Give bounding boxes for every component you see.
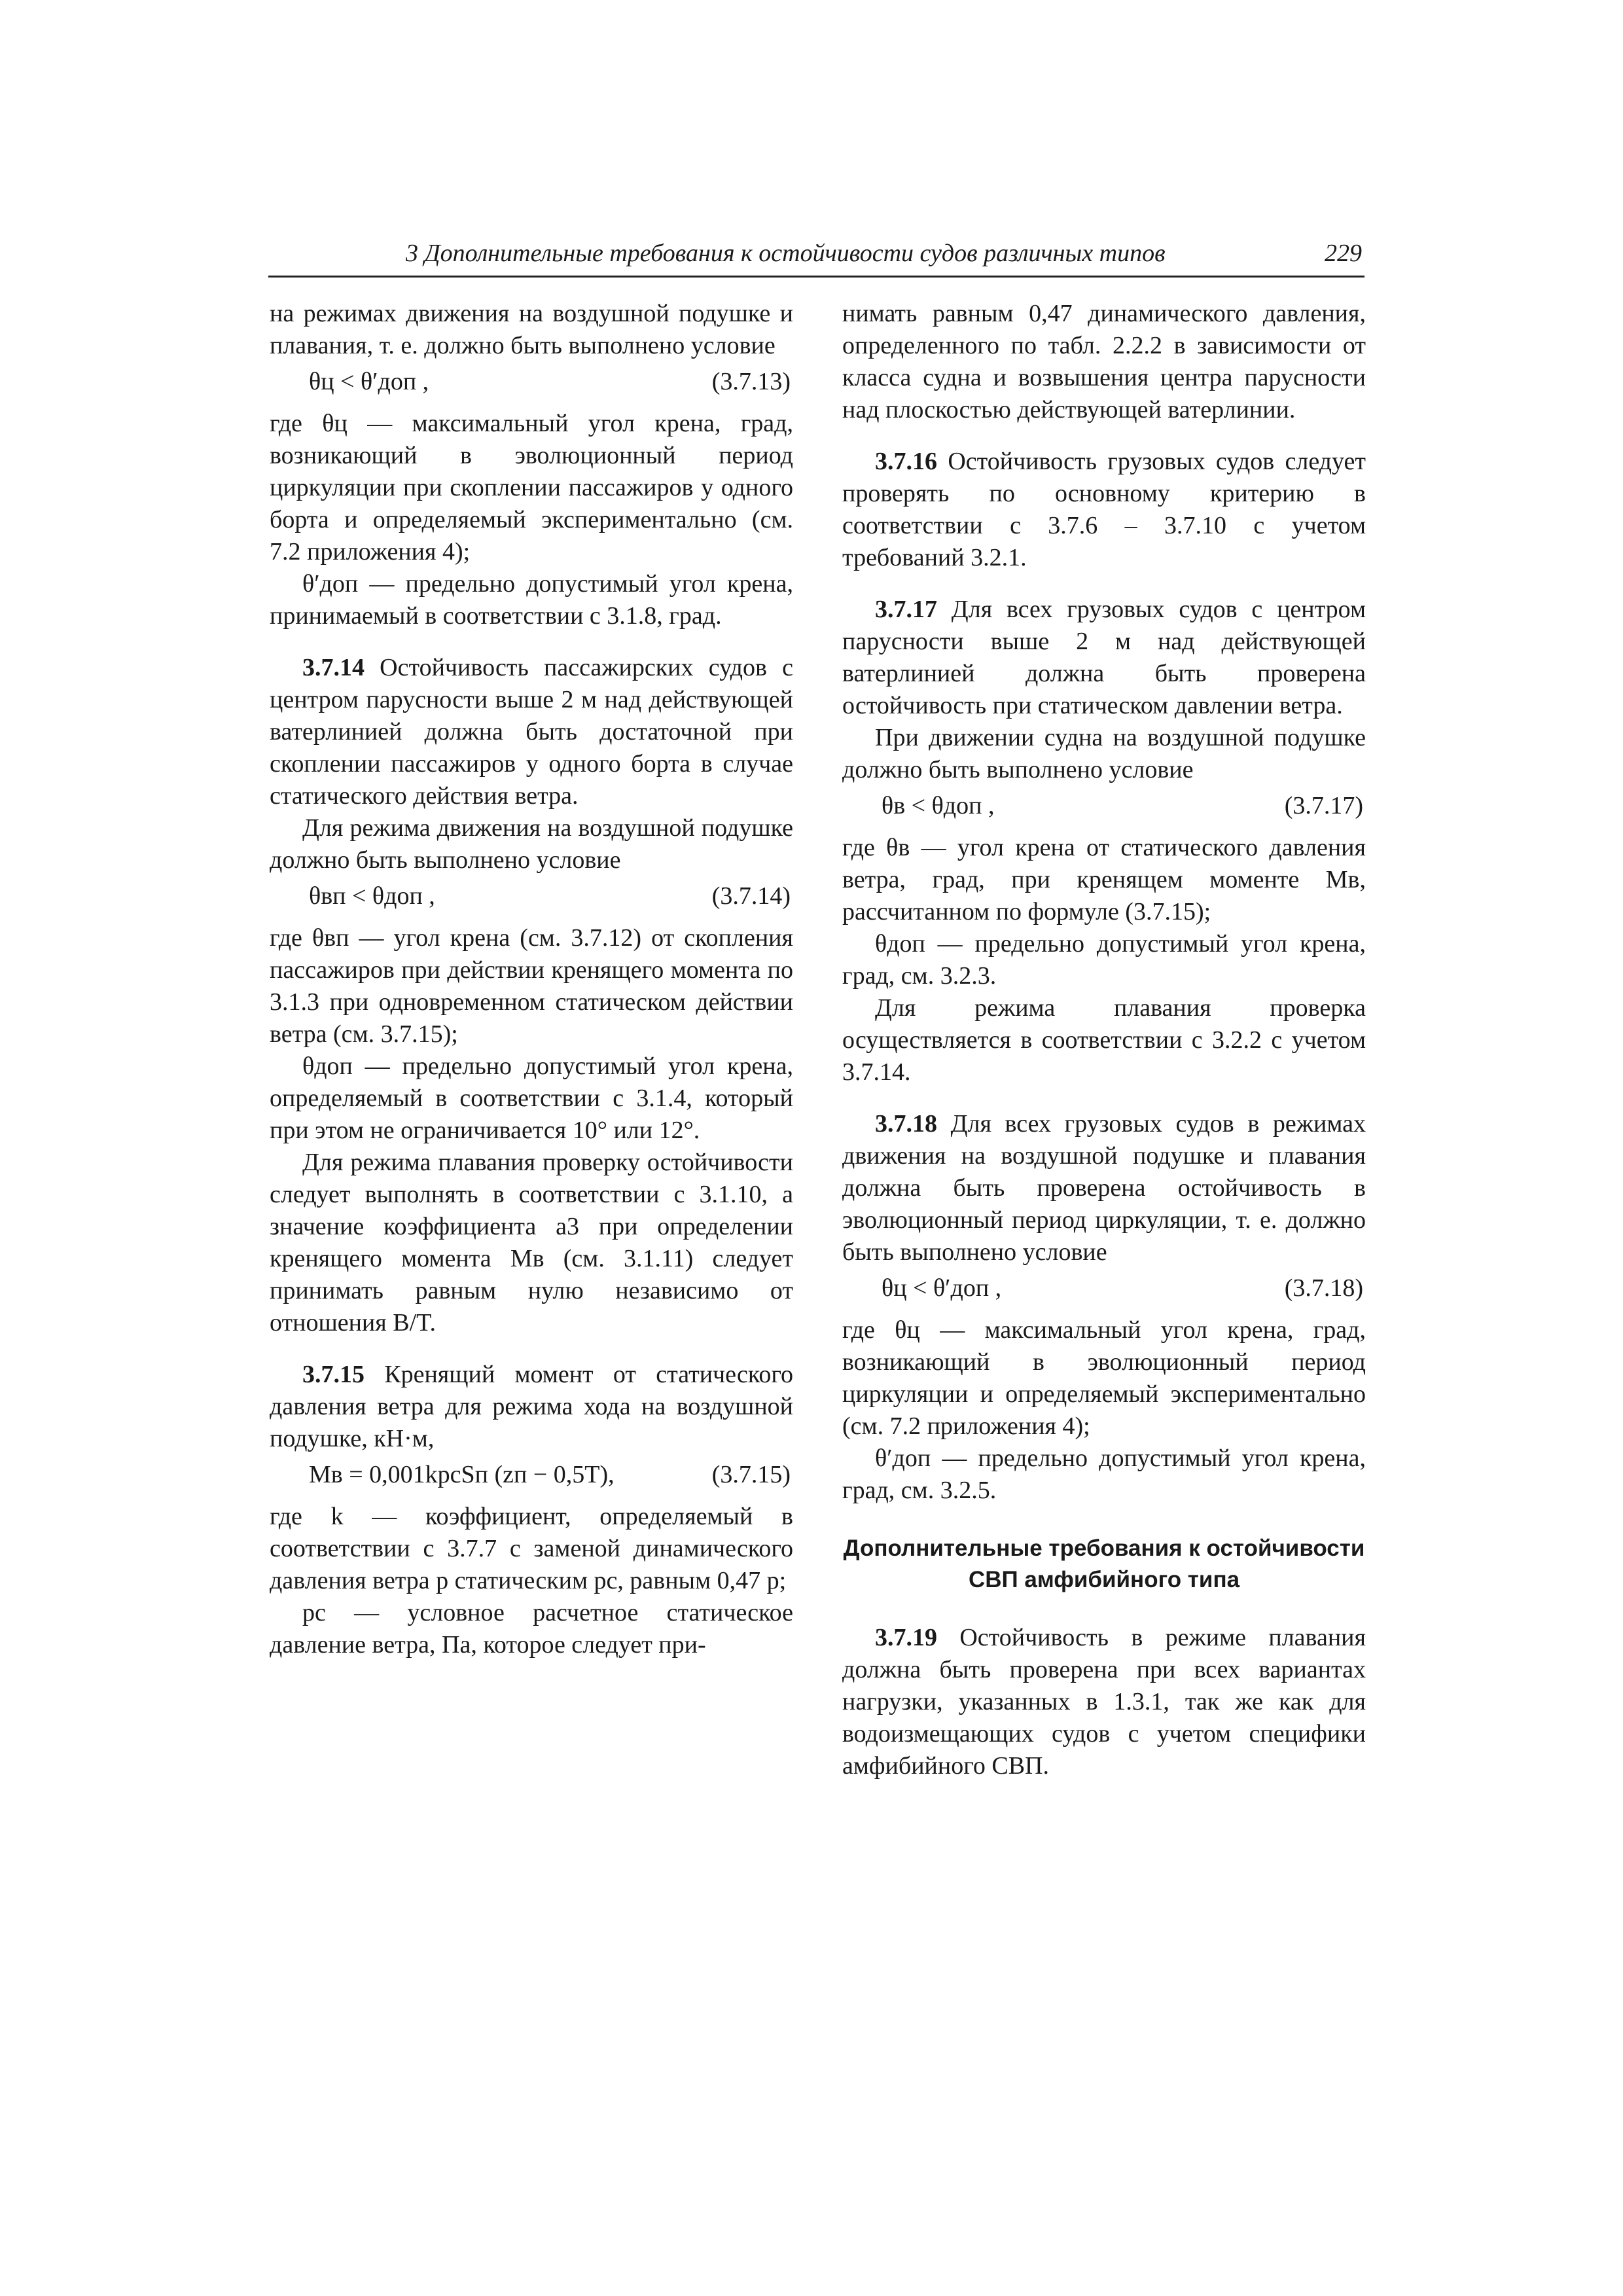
formula-3-7-14 bbox=[270, 879, 793, 920]
formula-3-7-17 bbox=[842, 789, 1366, 829]
section-3-7-17 bbox=[842, 594, 1366, 722]
running-header bbox=[268, 239, 1364, 278]
formula-3-7-18 bbox=[842, 1271, 1366, 1312]
paragraph: Для режима плавания проверка осуществляется в соответствии с 3.2.2 с учетом 3.7.14. bbox=[842, 994, 1366, 1086]
paragraph: Для режима плавания проверку остойчивости следует выполнять в соответствии с 3.1.10, а значение коэффициента a3 при определении кренящего момента Mв (см. 3.1.11) следует принимать равным нулю независимо от отношения B/T. bbox=[270, 1149, 793, 1336]
formula-expression: θц < θ′доп , bbox=[882, 1274, 1002, 1302]
section-3-7-19 bbox=[842, 1622, 1366, 1782]
paragraph: θдоп — предельно допустимый угол крена, град, см. 3.2.3. bbox=[842, 930, 1366, 990]
formula-expression: Mв = 0,001kpcSп (zп − 0,5T), bbox=[309, 1461, 615, 1488]
formula-expression: θвп < θдоп , bbox=[309, 882, 435, 910]
section-3-7-18 bbox=[842, 1108, 1366, 1268]
section-3-7-14 bbox=[270, 652, 793, 812]
paragraph: При движении судна на воздушной подушке должно быть выполнено условие bbox=[842, 724, 1366, 783]
paragraph: где θц — максимальный угол крена, град, возникающий в эволюционный период циркуляции при скоплении пассажиров у одного борта и определяемый экспериментально (см. 7.2 приложения 4); bbox=[270, 410, 793, 565]
paragraph: где k — коэффициент, определяемый в соответствии с 3.7.7 с заменой динамического давления ветра p статическим pc, равным 0,47 p; bbox=[270, 1503, 793, 1594]
paragraph: где θвп — угол крена (см. 3.7.12) от скопления пассажиров при действии кренящего момента по 3.1.3 при одновременном статическом действии ветра (см. 3.7.15); bbox=[270, 924, 793, 1048]
section-text: Для всех грузовых судов в режимах движения на воздушной подушке и плавания должна быть проверена остойчивость в эволюционный период циркуляции, т. е. должно быть выполнено условие bbox=[842, 1110, 1366, 1266]
formula-number: (3.7.18) bbox=[1284, 1274, 1363, 1302]
section-number: 3.7.18 bbox=[875, 1110, 937, 1138]
formula-3-7-13 bbox=[270, 365, 793, 405]
paragraph: нимать равным 0,47 динамического давления, определенного по табл. 2.2.2 в зависимости от класса судна и возвышения центра парусности над плоскостью действующей ватерлинии. bbox=[842, 300, 1366, 423]
paragraph: θ′доп — предельно допустимый угол крена, принимаемый в соответствии с 3.1.8, град. bbox=[270, 570, 793, 630]
section-text: Остойчивость грузовых судов следует проверять по основному критерию в соответствии с 3.7.6 – 3.7.10 с учетом требований 3.2.1. bbox=[842, 448, 1366, 571]
section-text: Остойчивость в режиме плавания должна быть проверена при всех вариантах нагрузки, указанных в 1.3.1, так же как для водоизмещающих судов с учетом специфики амфибийного СВП. bbox=[842, 1624, 1366, 1780]
section-3-7-15 bbox=[270, 1359, 793, 1455]
right-column bbox=[842, 298, 1366, 1782]
section-3-7-16 bbox=[842, 446, 1366, 574]
formula-expression: θц < θ′доп , bbox=[309, 368, 429, 395]
formula-number: (3.7.17) bbox=[1284, 792, 1363, 819]
formula-expression: θв < θдоп , bbox=[882, 792, 995, 819]
paragraph: Для режима движения на воздушной подушке должно быть выполнено условие bbox=[270, 814, 793, 874]
section-number: 3.7.19 bbox=[875, 1624, 937, 1651]
section-number: 3.7.17 bbox=[875, 596, 937, 623]
section-text: Кренящий момент от статического давления ветра для режима хода на воздушной подушке, кН·м, bbox=[270, 1361, 793, 1452]
paragraph: на режимах движения на воздушной подушке и плавания, т. е. должно быть выполнено условие bbox=[270, 300, 793, 359]
page-number: 229 bbox=[1325, 240, 1362, 267]
paragraph: где θц — максимальный угол крена, град, возникающий в эволюционный период циркуляции и определяемый экспериментально (см. 7.2 приложения 4); bbox=[842, 1316, 1366, 1440]
section-number: 3.7.14 bbox=[302, 654, 365, 681]
running-title: 3 Дополнительные требования к остойчивости судов различных типов bbox=[406, 240, 1166, 267]
paragraph: θ′доп — предельно допустимый угол крена, град, см. 3.2.5. bbox=[842, 1444, 1366, 1504]
section-number: 3.7.15 bbox=[302, 1361, 365, 1388]
paragraph: pc — условное расчетное статическое давление ветра, Па, которое следует при- bbox=[270, 1599, 793, 1659]
formula-number: (3.7.15) bbox=[711, 1461, 791, 1488]
section-heading: Дополнительные требования к остойчивости СВП амфибийного типа bbox=[843, 1535, 1365, 1592]
section-text: Остойчивость пассажирских судов с центром парусности выше 2 м над действующей ватерлинией должна быть достаточной при скоплении пассажиров у одного борта в случае статического действия ветра. bbox=[270, 654, 793, 810]
section-number: 3.7.16 bbox=[875, 448, 937, 475]
formula-number: (3.7.14) bbox=[711, 882, 791, 910]
formula-number: (3.7.13) bbox=[711, 368, 791, 395]
paragraph: где θв — угол крена от статического давления ветра, град, при кренящем моменте Mв, рассчитанном по формуле (3.7.15); bbox=[842, 834, 1366, 925]
left-column bbox=[270, 298, 793, 1661]
section-text: Для всех грузовых судов с центром парусности выше 2 м над действующей ватерлинией должна быть проверена остойчивость при статическом давлении ветра. bbox=[842, 596, 1366, 719]
paragraph: θдоп — предельно допустимый угол крена, определяемый в соответствии с 3.1.4, который при этом не ограничивается 10° или 12°. bbox=[270, 1052, 793, 1144]
formula-3-7-15 bbox=[270, 1458, 793, 1498]
